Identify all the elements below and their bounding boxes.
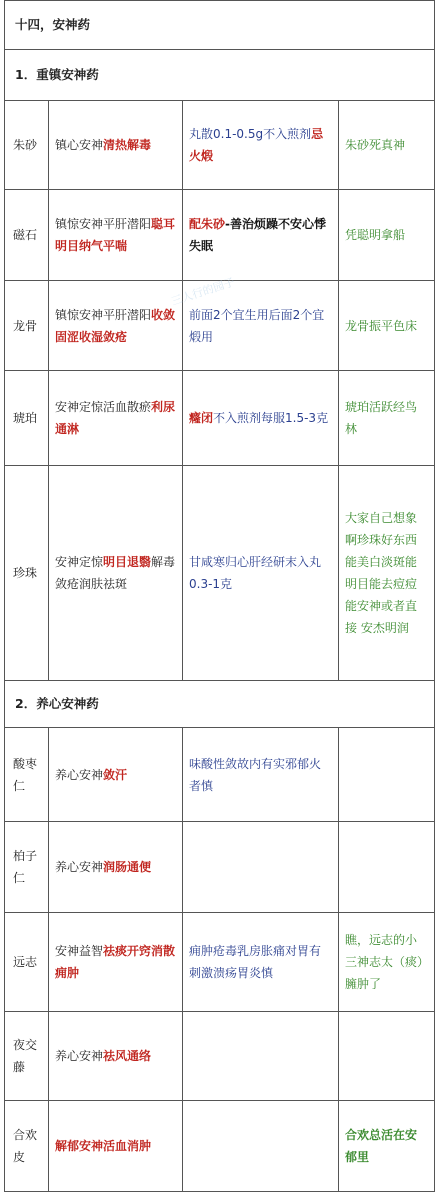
note-tail: -善治烦躁不安心悸失眠	[189, 217, 326, 253]
table-row	[5, 466, 435, 681]
function-text: 养心安神	[55, 1049, 104, 1063]
mnemonic-cell	[339, 728, 435, 822]
mnemonic-cell	[339, 822, 435, 913]
herb-name: 朱砂	[5, 101, 49, 190]
function-highlight: 聪耳明目纳气平喘	[55, 217, 176, 253]
note-text: 前面2个宜生用后面2个宜煅用	[189, 307, 325, 344]
table-row	[5, 1012, 435, 1101]
herb-name: 珍珠	[5, 466, 49, 681]
function-text: 镇心安神	[55, 138, 104, 152]
section-heading: 2．养心安神药	[5, 681, 435, 728]
mnemonic-cell: 大家自己想象啊珍珠好东西能美白淡斑能明目能去痘痘能安神或者直接 安杰明润	[339, 466, 435, 681]
herb-name: 合欢皮	[5, 1101, 49, 1192]
table-row	[5, 1101, 435, 1192]
mnemonic-cell	[339, 1012, 435, 1101]
table-row	[5, 728, 435, 822]
note-cell	[183, 466, 339, 681]
herb-name: 夜交藤	[5, 1012, 49, 1101]
herb-table	[4, 0, 435, 1192]
function-text: 安神定惊	[55, 555, 104, 569]
note-cell	[183, 822, 339, 913]
table-row	[5, 101, 435, 190]
function-text: 安神定惊活血散瘀	[55, 400, 152, 414]
herb-name: 酸枣仁	[5, 728, 49, 822]
note-cell	[183, 101, 339, 190]
note-tail: 不入煎剂每服1.5-3克	[213, 411, 329, 425]
function-cell	[49, 281, 183, 371]
note-cell	[183, 728, 339, 822]
function-highlight: 润肠通便	[103, 860, 152, 874]
function-highlight: 祛痰开窍消散痈肿	[55, 944, 176, 980]
function-text: 养心安神	[55, 767, 104, 782]
section-heading: 1．重镇安神药	[5, 50, 435, 101]
function-text: 安神益智	[55, 944, 104, 958]
function-highlight: 祛风通络	[103, 1049, 152, 1063]
herb-name: 远志	[5, 913, 49, 1012]
herb-name: 磁石	[5, 190, 49, 281]
function-cell	[49, 728, 183, 822]
function-text: 镇惊安神平肝潜阳	[55, 307, 152, 322]
function-tail: 解毒敛疮润肤祛斑	[55, 555, 176, 591]
table-title: 十四，安神药	[5, 1, 435, 50]
note-cell	[183, 190, 339, 281]
mnemonic-cell: 瞧，远志的小三神志太（痰）臃肿了	[339, 913, 435, 1012]
mnemonic-cell: 合欢总活在安郁里	[339, 1101, 435, 1192]
note-text: 甘咸寒归心肝经研末入丸0.3-1克	[189, 555, 322, 591]
function-cell	[49, 913, 183, 1012]
function-highlight: 明目退翳	[103, 555, 152, 569]
function-highlight: 解郁安神活血消肿	[55, 1139, 152, 1153]
table-row	[5, 371, 435, 466]
herb-name: 龙骨	[5, 281, 49, 371]
mnemonic-cell: 琥珀活跃经鸟林	[339, 371, 435, 466]
note-text: 丸散0.1-0.5g不入煎剂	[189, 127, 312, 141]
function-cell	[49, 101, 183, 190]
mnemonic-cell: 龙骨振平色床	[339, 281, 435, 371]
mnemonic-cell: 朱砂死真神	[339, 101, 435, 190]
note-cell	[183, 1012, 339, 1101]
watermark: 三人行的园子	[169, 275, 237, 309]
function-highlight: 敛汗	[103, 767, 128, 782]
note-cell	[183, 1101, 339, 1192]
function-cell	[49, 1012, 183, 1101]
table-row	[5, 190, 435, 281]
function-text: 养心安神	[55, 860, 104, 874]
table-row	[5, 913, 435, 1012]
table-row	[5, 822, 435, 913]
note-cell	[183, 913, 339, 1012]
function-cell	[49, 371, 183, 466]
note-text: 味酸性敛故内有实邪郁火者慎	[189, 756, 322, 793]
mnemonic-cell: 凭聪明拿船	[339, 190, 435, 281]
function-text: 镇惊安神平肝潜阳	[55, 217, 152, 231]
function-cell	[49, 1101, 183, 1192]
note-cell	[183, 281, 339, 371]
note-highlight: 忌火煅	[189, 127, 324, 163]
function-highlight: 清热解毒	[103, 138, 152, 152]
function-cell	[49, 466, 183, 681]
herb-name: 柏子仁	[5, 822, 49, 913]
note-highlight: 癃闭	[189, 411, 214, 425]
note-highlight: 配朱砂	[189, 217, 226, 231]
herb-name: 琥珀	[5, 371, 49, 466]
note-text: 痈肿疮毒乳房胀痛对胃有刺激溃疡胃炎慎	[189, 944, 322, 980]
note-cell	[183, 371, 339, 466]
function-cell	[49, 822, 183, 913]
function-cell	[49, 190, 183, 281]
function-highlight: 收敛固涩收湿敛疮	[55, 307, 176, 344]
table-row	[5, 281, 435, 371]
function-highlight: 利尿通淋	[55, 400, 176, 436]
